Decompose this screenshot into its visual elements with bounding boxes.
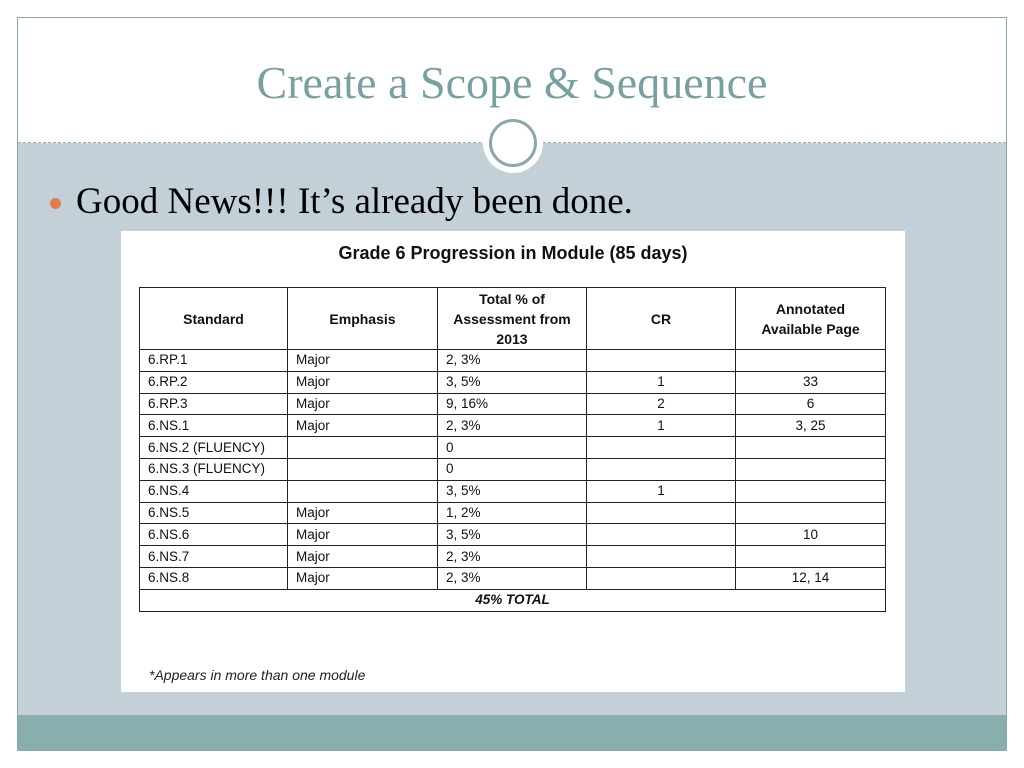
cell-page [736, 437, 886, 459]
cell-standard: 6.NS.8 [140, 567, 288, 589]
table-row [140, 480, 886, 502]
progression-table-image [121, 231, 905, 692]
cell-page [736, 480, 886, 502]
total-cell: 45% TOTAL [140, 589, 886, 611]
table-row [140, 350, 886, 372]
cell-emphasis: Major [288, 371, 438, 393]
header-emphasis: Emphasis [288, 288, 438, 350]
cell-cr [587, 437, 736, 459]
cell-standard: 6.NS.2 (FLUENCY) [140, 437, 288, 459]
cell-total: 3, 5% [438, 371, 587, 393]
cell-emphasis: Major [288, 546, 438, 568]
slide [17, 17, 1007, 751]
table-footnote: *Appears in more than one module [149, 667, 366, 683]
cell-cr [587, 567, 736, 589]
cell-page [736, 502, 886, 524]
bullet-text: Good News!!! It’s already been done. [76, 181, 633, 222]
cell-page [736, 350, 886, 372]
table-row [140, 415, 886, 437]
cell-emphasis [288, 458, 438, 480]
cell-standard: 6.RP.3 [140, 393, 288, 415]
cell-total: 3, 5% [438, 480, 587, 502]
cell-cr [587, 502, 736, 524]
cell-total: 1, 2% [438, 502, 587, 524]
cell-standard: 6.NS.3 (FLUENCY) [140, 458, 288, 480]
cell-page: 33 [736, 371, 886, 393]
table-title: Grade 6 Progression in Module (85 days) [338, 243, 688, 263]
cell-cr: 1 [587, 480, 736, 502]
cell-emphasis: Major [288, 502, 438, 524]
table-row [140, 546, 886, 568]
table-row [140, 371, 886, 393]
bullet-dot-icon [50, 198, 61, 209]
cell-emphasis: Major [288, 567, 438, 589]
cell-emphasis: Major [288, 415, 438, 437]
header-total-percent: Total % of Assessment from 2013 [438, 288, 587, 350]
table-row [140, 567, 886, 589]
cell-emphasis [288, 480, 438, 502]
cell-standard: 6.NS.6 [140, 524, 288, 546]
table-total-row [140, 589, 886, 611]
cell-standard: 6.RP.2 [140, 371, 288, 393]
cell-cr [587, 524, 736, 546]
cell-total: 0 [438, 458, 587, 480]
cell-cr: 2 [587, 393, 736, 415]
cell-page [736, 546, 886, 568]
cell-page: 6 [736, 393, 886, 415]
slide-title: Create a Scope & Sequence [256, 57, 768, 108]
cell-standard: 6.NS.4 [140, 480, 288, 502]
progression-table [139, 287, 886, 612]
cell-page [736, 458, 886, 480]
cell-page: 10 [736, 524, 886, 546]
circle-ornament-icon [483, 113, 543, 173]
table-header-row [140, 288, 886, 350]
cell-total: 0 [438, 437, 587, 459]
cell-cr [587, 458, 736, 480]
table-row [140, 524, 886, 546]
header-standard: Standard [140, 288, 288, 350]
cell-page: 3, 25 [736, 415, 886, 437]
header-cr: CR [587, 288, 736, 350]
cell-total: 2, 3% [438, 350, 587, 372]
cell-cr: 1 [587, 415, 736, 437]
cell-page: 12, 14 [736, 567, 886, 589]
cell-standard: 6.NS.7 [140, 546, 288, 568]
table-row [140, 502, 886, 524]
cell-standard: 6.RP.1 [140, 350, 288, 372]
cell-emphasis: Major [288, 393, 438, 415]
cell-total: 2, 3% [438, 415, 587, 437]
bullet-item [50, 180, 633, 223]
cell-total: 2, 3% [438, 546, 587, 568]
cell-cr [587, 350, 736, 372]
cell-cr: 1 [587, 371, 736, 393]
cell-standard: 6.NS.1 [140, 415, 288, 437]
header-annotated-page: Annotated Available Page [736, 288, 886, 350]
table-row [140, 393, 886, 415]
cell-total: 3, 5% [438, 524, 587, 546]
bottom-bar [18, 715, 1006, 751]
cell-total: 9, 16% [438, 393, 587, 415]
cell-emphasis [288, 437, 438, 459]
table-row [140, 458, 886, 480]
cell-total: 2, 3% [438, 567, 587, 589]
cell-standard: 6.NS.5 [140, 502, 288, 524]
table-row [140, 437, 886, 459]
cell-emphasis: Major [288, 524, 438, 546]
cell-cr [587, 546, 736, 568]
cell-emphasis: Major [288, 350, 438, 372]
